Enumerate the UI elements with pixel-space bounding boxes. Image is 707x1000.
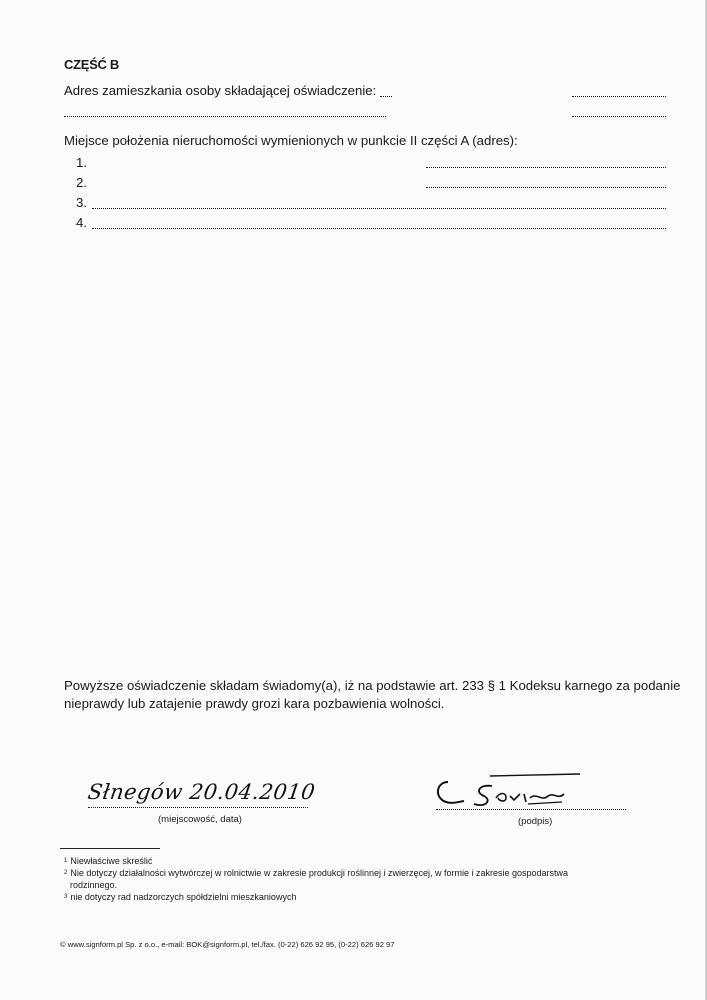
footnote-2 — [64, 868, 568, 879]
signature-dotted-line[interactable] — [436, 809, 626, 810]
property-item-number: 3. — [76, 195, 87, 210]
footnote-mark: 2 — [64, 870, 68, 876]
property-item-number: 2. — [76, 175, 87, 190]
place-date-caption: (miejscowość, data) — [158, 814, 242, 825]
section-title: CZĘŚĆ B — [64, 57, 119, 72]
property-item-line[interactable] — [92, 228, 666, 229]
address-dotted-line-2[interactable] — [572, 116, 666, 117]
footer-copyright: © www.signform.pl Sp. z o.o., e-mail: BOK@signform.pl, tel./fax. (0-22) 626 92 95, (0-22) 626 92 97 — [60, 940, 395, 949]
footnote-mark: 3 — [64, 894, 68, 900]
place-date-handwriting: Słnegów 20.04.2010 — [86, 780, 317, 804]
declaration-text: Powyższe oświadczenie składam świadomy(a), iż na podstawie art. 233 § 1 Kodeksu karnego za podanie — [64, 678, 681, 693]
footnote-text: Nie dotyczy działalności wytwórczej w rolnictwie w zakresie produkcji roślinnej i zwierzęcej, w formie i zakresie gospodarstwa — [70, 868, 569, 878]
address-label: Adres zamieszkania osoby składającej oświadczenie: — [64, 83, 377, 98]
property-item-line[interactable] — [426, 167, 666, 168]
property-item-line[interactable] — [92, 208, 666, 209]
property-label: Miejsce położenia nieruchomości wymienionych w punkcie II części A (adres): — [64, 133, 518, 148]
place-date-dotted-line[interactable] — [88, 807, 308, 808]
address-dotted-line[interactable] — [380, 96, 392, 97]
footnote-2-continuation: rodzinnego. — [70, 880, 118, 890]
declaration-text: nieprawdy lub zatajenie prawdy grozi kara pozbawienia wolności. — [64, 696, 445, 711]
footnote-text: Niewłaściwe skreślić — [70, 856, 153, 866]
property-item-number: 1. — [76, 155, 87, 170]
footnote-text: nie dotyczy rad nadzorczych spółdzielni mieszkaniowych — [70, 892, 297, 902]
footnote-3 — [64, 892, 296, 903]
property-item-number: 4. — [76, 215, 87, 230]
property-item-line[interactable] — [426, 187, 666, 188]
footnote-separator — [60, 848, 160, 849]
footnote-1 — [64, 856, 152, 867]
address-dotted-line-2[interactable] — [64, 116, 386, 117]
footnote-mark: 1 — [64, 858, 68, 864]
address-dotted-line[interactable] — [572, 96, 666, 97]
signature-caption: (podpis) — [518, 816, 553, 827]
signature-graphic — [430, 768, 590, 814]
